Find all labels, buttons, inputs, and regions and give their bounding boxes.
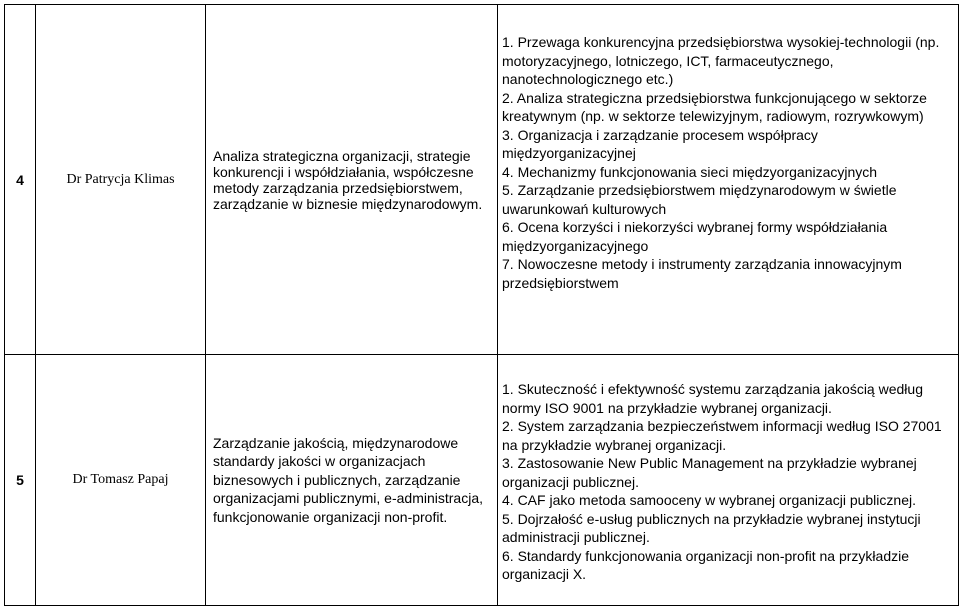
list-item: 1. Skuteczność i efektywność systemu zarządzania jakością według normy ISO 9001 na przykładzie wybranej organizacji. [502,381,923,416]
topic-area: Analiza strategiczna organizacji, strategie konkurencji i współdziałania, współczesne metody zarządzania przedsiębiorstwem, zarządzanie w biznesie międzynarodowym. [206,5,498,355]
thesis-topics-table [4,4,959,606]
list-item: 1. Przewaga konkurencyjna przedsiębiorstwa wysokiej-technologii (np. motoryzacyjnego, lotniczego, ICT, farmaceutycznego, nanotechnologicznego etc.) [502,34,940,87]
list-item: 6. Standardy funkcjonowania organizacji non-profit na przykładzie organizacji X. [502,547,910,582]
list-item: 2. System zarządzania bezpieczeństwem informacji według ISO 27001 na przykładzie wybranej organizacji. [502,418,942,453]
list-item: 5. Zarządzanie przedsiębiorstwem międzynarodowym w świetle uwarunkowań kulturowych [502,182,897,217]
topic-list [498,5,959,355]
list-item: 6. Ocena korzyści i niekorzyści wybranej formy współdziałania międzyorganizacyjnego [502,219,888,254]
list-item: 4. CAF jako metoda samooceny w wybranej organizacji publicznej. [502,492,916,508]
topic-list [498,355,959,606]
topic-area: Zarządzanie jakością, międzynarodowe standardy jakości w organizacjach biznesowych i publicznych, zarządzanie organizacjami publicznymi, e-administracja, funkcjonowanie organizacji non-profit. [206,355,498,606]
row-number: 5 [5,355,36,606]
table-row [5,355,959,606]
row-number: 4 [5,5,36,355]
list-item: 3. Zastosowanie New Public Management na przykładzie wybranej organizacji publicznej. [502,455,917,490]
table-row [5,5,959,355]
list-item: 7. Nowoczesne metody i instrumenty zarządzania innowacyjnym przedsiębiorstwem [502,256,902,291]
lecturer-name: Dr Patrycja Klimas [36,5,206,355]
lecturer-name: Dr Tomasz Papaj [36,355,206,606]
list-item: 5. Dojrzałość e-usług publicznych na przykładzie wybranej instytucji administracji publicznej. [502,510,921,545]
list-item: 2. Analiza strategiczna przedsiębiorstwa funkcjonującego w sektorze kreatywnym (np. w sektorze telewizyjnym, radiowym, rozrywkowym) [502,89,927,124]
list-item: 4. Mechanizmy funkcjonowania sieci międzyorganizacyjnych [502,163,878,180]
list-item: 3. Organizacja i zarządzanie procesem współpracy międzyorganizacyjnej [502,126,818,161]
